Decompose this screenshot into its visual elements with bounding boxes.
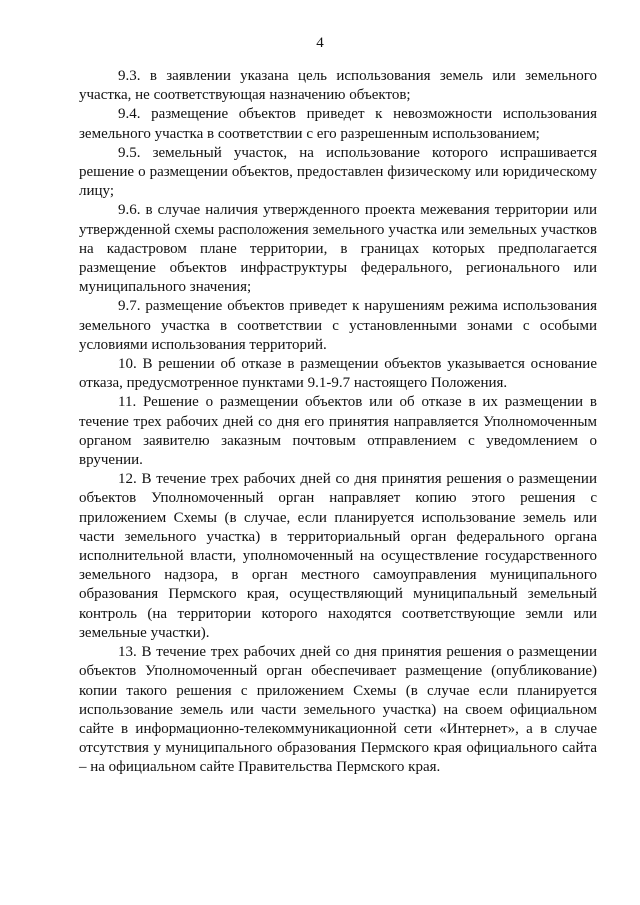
- paragraph-11: 11. Решение о размещении объектов или об отказе в их размещении в течение трех рабочих дней со дня его принятия направляется Уполномоченным органом заявителю заказным почтовым отправлением с уведомлением о вручении.: [79, 394, 597, 469]
- document-body: [79, 67, 597, 778]
- page-number: 4: [316, 35, 324, 51]
- paragraph-13: 13. В течение трех рабочих дней со дня принятия решения о размещении объектов Уполномоченный орган обеспечивает размещение (опубликование) копии такого решения с приложением Схемы (в случае если планируется использование земель или части земельного участка) на своем официальном сайте в информационно-телекоммуникационной сети «Интернет», а в случае отсутствия у муниципального образования Пермского края официального сайта – на официальном сайте Правительства Пермского края.: [79, 644, 597, 776]
- paragraph-9-7: 9.7. размещение объектов приведет к нарушениям режима использования земельного участка в соответствии с установленными зонами с особыми условиями использования территорий.: [79, 298, 597, 353]
- paragraph-9-3: 9.3. в заявлении указана цель использования земель или земельного участка, не соответствующая назначению объектов;: [79, 68, 597, 104]
- paragraph-12: 12. В течение трех рабочих дней со дня принятия решения о размещении объектов Уполномоченный орган направляет копию этого решения с приложением Схемы (в случае, если планируется использование земель или части земельного участка) в территориальный орган федерального органа исполнительной власти, уполномоченный на осуществление государственного земельного надзора, в орган местного самоуправления муниципального образования Пермского края, осуществляющий муниципальный земельный контроль (на территории которого находятся соответствующие земли или земельные участки).: [79, 471, 597, 641]
- paragraph-9-6: 9.6. в случае наличия утвержденного проекта межевания территории или утвержденной схемы расположения земельного участка или земельных участков на кадастровом плане территории, в границах которых предполагается размещение объектов инфраструктуры федерального, регионального или муниципального значения;: [79, 202, 597, 296]
- paragraph-9-4: 9.4. размещение объектов приведет к невозможности использования земельного участка в соответствии с его разрешенным использованием;: [79, 106, 597, 142]
- paragraph-10: 10. В решении об отказе в размещении объектов указывается основание отказа, предусмотренное пунктами 9.1-9.7 настоящего Положения.: [79, 356, 597, 392]
- paragraph-9-5: 9.5. земельный участок, на использование которого испрашивается решение о размещении объектов, предоставлен физическому или юридическому лицу;: [79, 144, 597, 200]
